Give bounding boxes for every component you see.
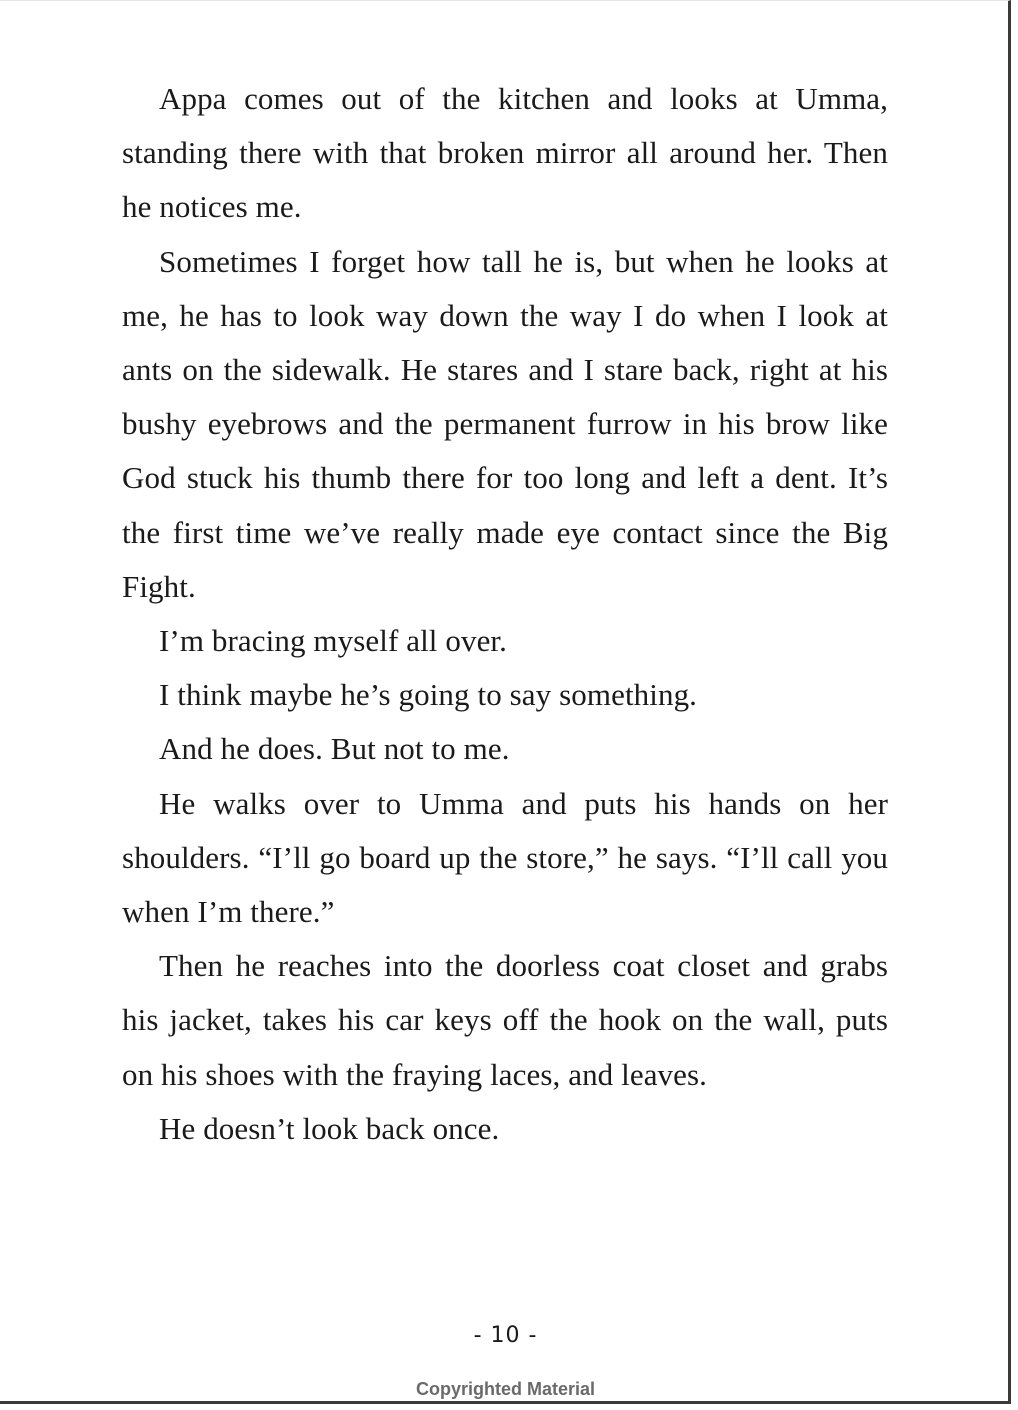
paragraph: And he does. But not to me.: [159, 731, 510, 767]
paragraph: I think maybe he’s going to say something.: [159, 677, 698, 713]
copyright-notice: Copyrighted Material: [415, 1379, 596, 1399]
paragraph: He walks over to Umma and puts his hands on her shoulders. “I’ll go board up the store,” he says. “I’ll call you when I’m there.”: [122, 785, 888, 930]
paragraph: Sometimes I forget how tall he is, but when he looks at me, he has to look way down the way I do when I look at ants on the sidewalk. He stares and I stare back, right at his bushy eyebrows and the permanent furrow in his brow like God stuck his thumb there for too long and left a dent. It’s the first time we’ve really made eye contact since the Big Fight.: [122, 243, 888, 604]
paragraph: Appa comes out of the kitchen and looks at Umma, standing there with that broken mirror all around her. Then he notices me.: [122, 81, 888, 225]
paragraph: Then he reaches into the doorless coat closet and grabs his jacket, takes his car keys off the hook on the wall, puts on his shoes with the fraying laces, and leaves.: [122, 948, 888, 1092]
paragraph: I’m bracing myself all over.: [159, 623, 507, 659]
paragraph: He doesn’t look back once.: [159, 1110, 500, 1146]
body-text: [122, 72, 888, 1156]
page-number: - 10 -: [473, 1323, 538, 1348]
